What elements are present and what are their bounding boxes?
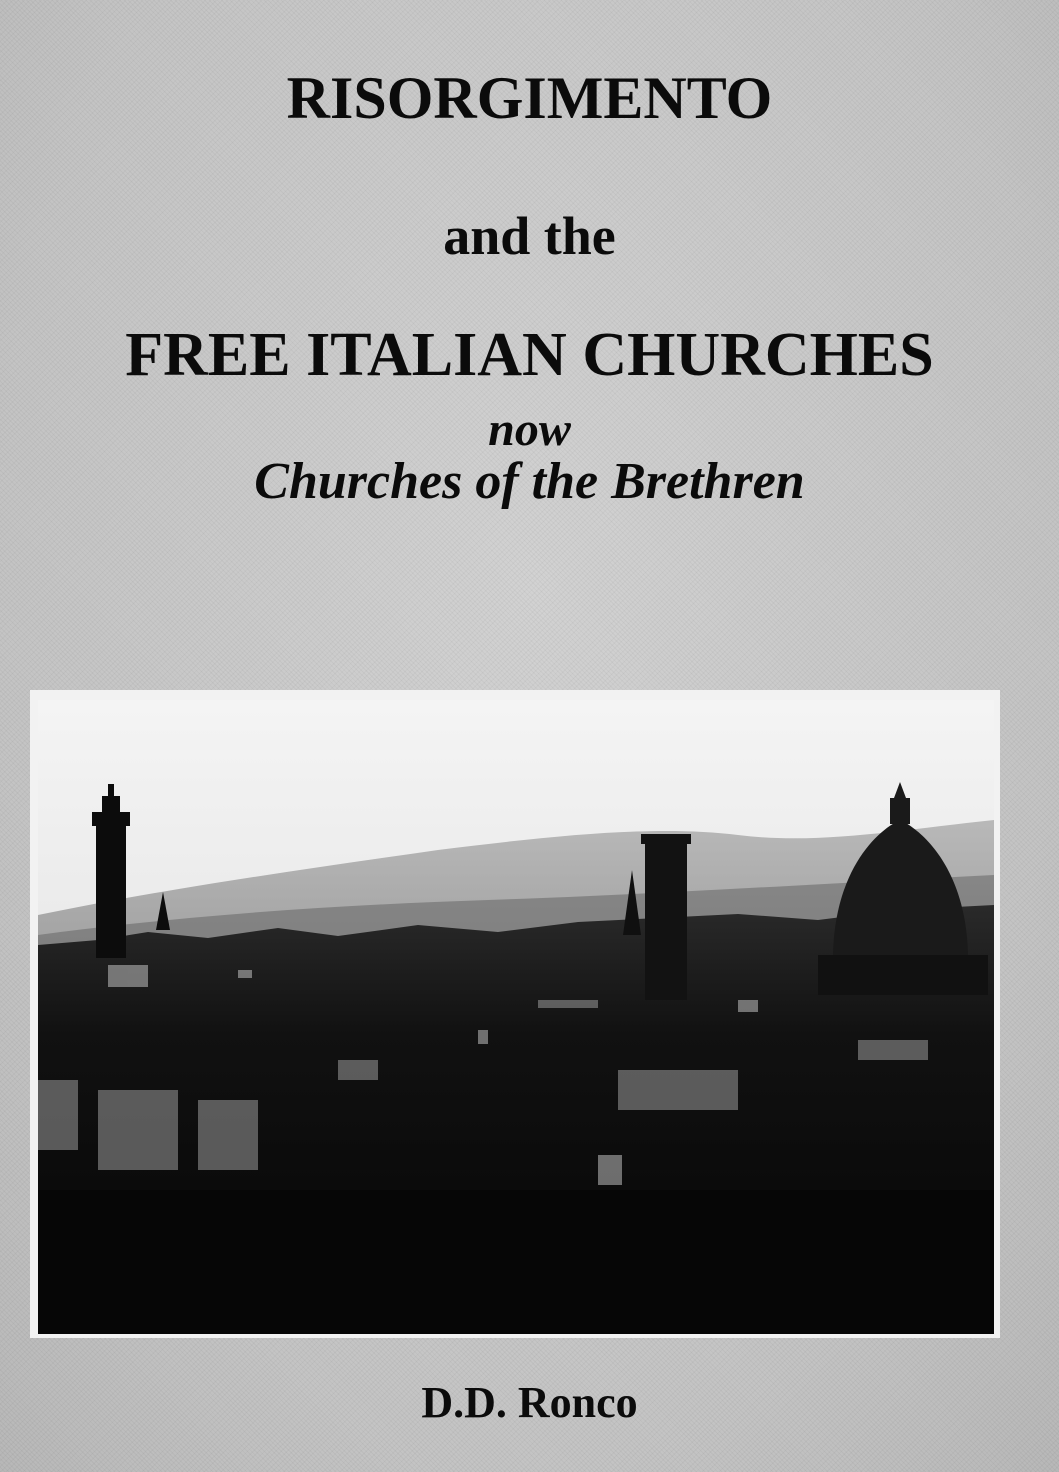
title-line-2: and the: [443, 206, 616, 266]
author-name: D.D. Ronco: [421, 1378, 638, 1427]
cover-photo: [38, 700, 994, 1334]
subtitle-line-1: now: [488, 403, 571, 456]
florence-skyline-icon: [38, 700, 994, 1334]
title-line-3: FREE ITALIAN CHURCHES: [125, 321, 934, 389]
title-line-1: RISORGIMENTO: [286, 65, 773, 131]
subtitle-line-2: Churches of the Brethren: [254, 453, 805, 510]
